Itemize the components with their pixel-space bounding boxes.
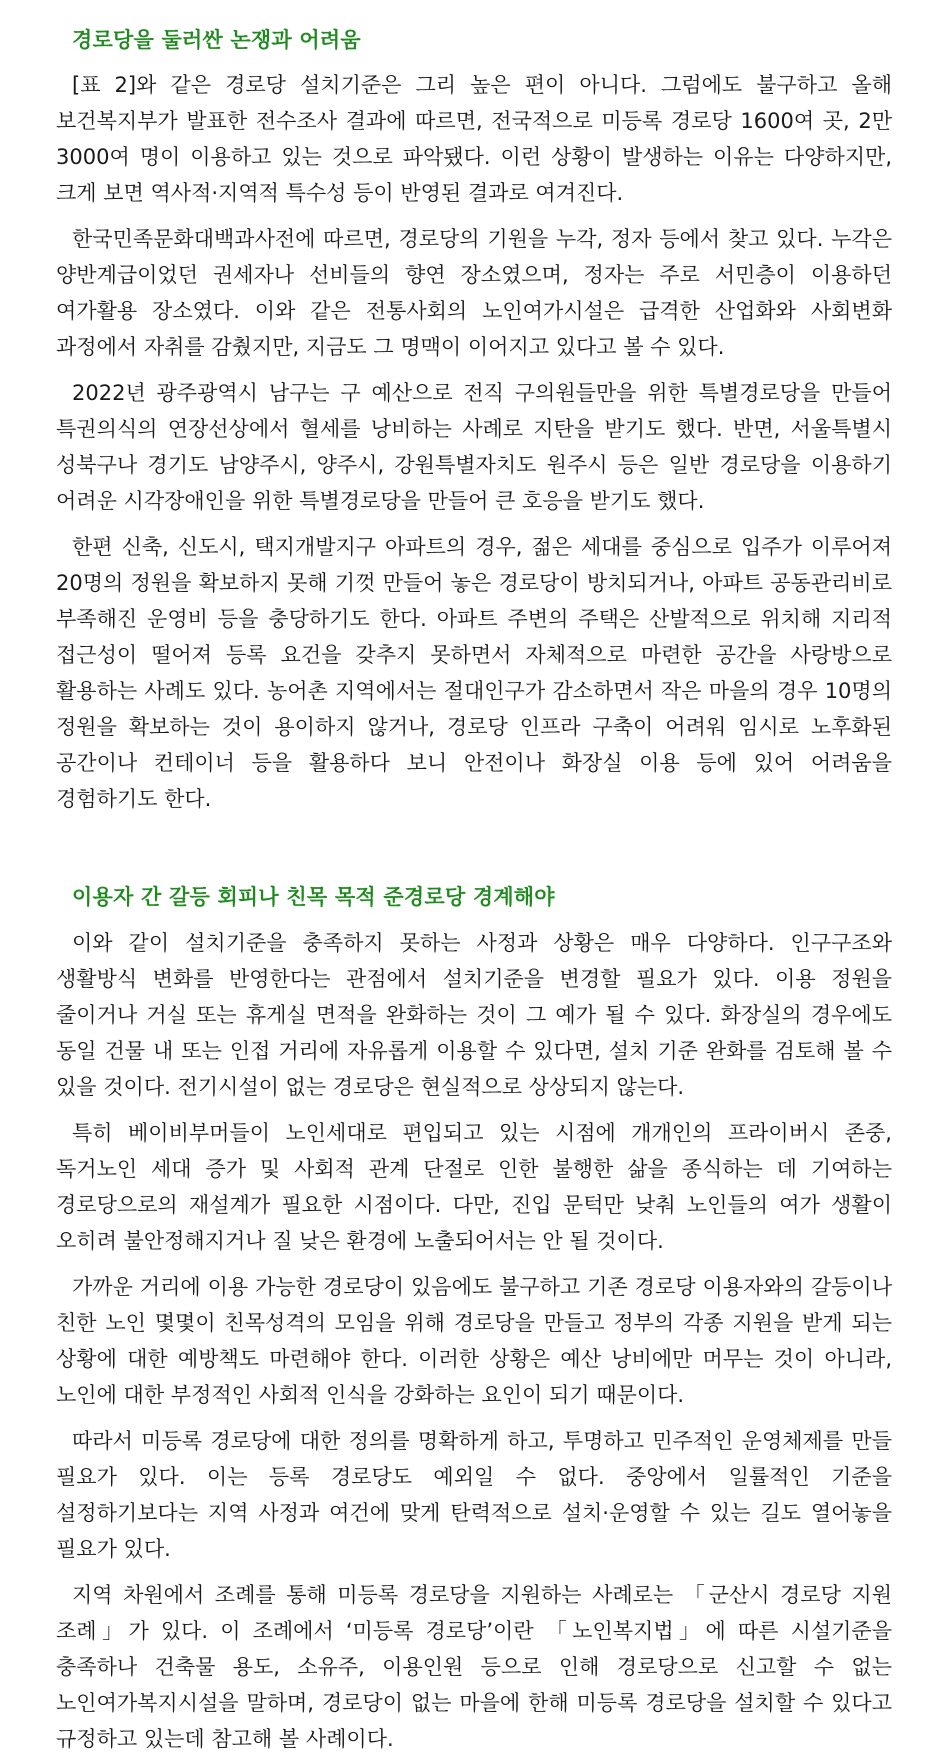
paragraph: 한편 신축, 신도시, 택지개발지구 아파트의 경우, 젊은 세대를 중심으로 입주가 이루어져 20명의 정원을 확보하지 못해 기껏 만들어 놓은 경로당이 방치되거나, 아파트 공동관리비로 부족해진 운영비 등을 충당하기도 한다. 아파트 주변의 주택은 산발적으로 위치해 지리적 접근성이 떨어져 등록 요건을 갖추지 못하면서 자체적으로 마련한 공간을 사랑방으로 활용하는 사례도 있다. 농어촌 지역에서는 절대인구가 감소하면서 작은 마을의 경우 10명의 정원을 확보하는 것이 용이하지 않거나, 경로당 인프라 구축이 어려워 임시로 노후화된 공간이나 컨테이너 등을 활용하다 보니 안전이나 화장실 이용 등에 있어 어려움을 경험하기도 한다. <box>56 535 892 812</box>
section-heading: 이용자 간 갈등 회피나 친목 목적 준경로당 경계해야 <box>72 885 555 910</box>
paragraph: 가까운 거리에 이용 가능한 경로당이 있음에도 불구하고 기존 경로당 이용자와의 갈등이나 친한 노인 몇몇이 친목성격의 모임을 위해 경로당을 만들고 정부의 각종 지원을 받게 되는 상황에 대한 예방책도 마련해야 한다. 이러한 상황은 예산 낭비에만 머무는 것이 아니라, 노인에 대한 부정적인 사회적 인식을 강화하는 요인이 되기 때문이다. <box>56 1274 892 1407</box>
section-caution <box>56 883 892 1756</box>
paragraph: 2022년 광주광역시 남구는 구 예산으로 전직 구의원들만을 위한 특별경로당을 만들어 특권의식의 연장선상에서 혈세를 낭비하는 사례로 지탄을 받기도 했다. 반면, 서울특별시 성북구나 경기도 남양주시, 양주시, 강원특별자치도 원주시 등은 일반 경로당을 이용하기 어려운 시각장애인을 위한 특별경로당을 만들어 큰 호응을 받기도 했다. <box>56 381 892 514</box>
paragraph: 특히 베이비부머들이 노인세대로 편입되고 있는 시점에 개개인의 프라이버시 존중, 독거노인 세대 증가 및 사회적 관계 단절로 인한 불행한 삶을 종식하는 데 기여하는 경로당으로의 재설계가 필요한 시점이다. 다만, 진입 문턱만 낮춰 노인들의 여가 생활이 오히려 불안정해지거나 질 낮은 환경에 노출되어서는 안 될 것이다. <box>56 1120 892 1253</box>
paragraph: [표 2]와 같은 경로당 설치기준은 그리 높은 편이 아니다. 그럼에도 불구하고 올해 보건복지부가 발표한 전수조사 결과에 따르면, 전국적으로 미등록 경로당 1600여 곳, 2만 3000여 명이 이용하고 있는 것으로 파악됐다. 이런 상황이 발생하는 이유는 다양하지만, 크게 보면 역사적·지역적 특수성 등이 반영된 결과로 여겨진다. <box>56 73 892 206</box>
paragraph: 한국민족문화대백과사전에 따르면, 경로당의 기원을 누각, 정자 등에서 찾고 있다. 누각은 양반계급이었던 권세자나 선비들의 향연 장소였으며, 정자는 주로 서민층이 이용하던 여가활용 장소였다. 이와 같은 전통사회의 노인여가시설은 급격한 산업화와 사회변화 과정에서 자취를 감췄지만, 지금도 그 명맥이 이어지고 있다고 볼 수 있다. <box>56 227 892 360</box>
paragraph: 이와 같이 설치기준을 충족하지 못하는 사정과 상황은 매우 다양하다. 인구구조와 생활방식 변화를 반영한다는 관점에서 설치기준을 변경할 필요가 있다. 이용 정원을 줄이거나 거실 또는 휴게실 면적을 완화하는 것이 그 예가 될 수 있다. 화장실의 경우에도 동일 건물 내 또는 인접 거리에 자유롭게 이용할 수 있다면, 설치 기준 완화를 검토해 볼 수 있을 것이다. 전기시설이 없는 경로당은 현실적으로 상상되지 않는다. <box>56 930 892 1099</box>
section-disputes <box>56 26 892 817</box>
paragraph: 지역 차원에서 조례를 통해 미등록 경로당을 지원하는 사례로는 「군산시 경로당 지원 조례」가 있다. 이 조례에서 ‘미등록 경로당’이란 「노인복지법」에 따른 시설기준을 충족하나 건축물 용도, 소유주, 이용인원 등으로 인해 경로당으로 신고할 수 없는 노인여가복지시설을 말하며, 경로당이 없는 마을에 한해 미등록 경로당을 설치할 수 있다고 규정하고 있는데 참고해 볼 사례이다. <box>56 1582 892 1751</box>
paragraph: 따라서 미등록 경로당에 대한 정의를 명확하게 하고, 투명하고 민주적인 운영체제를 만들 필요가 있다. 이는 등록 경로당도 예외일 수 없다. 중앙에서 일률적인 기준을 설정하기보다는 지역 사정과 여건에 맞게 탄력적으로 설치·운영할 수 있는 길도 열어놓을 필요가 있다. <box>56 1428 892 1561</box>
section-heading: 경로당을 둘러싼 논쟁과 어려움 <box>72 28 361 52</box>
